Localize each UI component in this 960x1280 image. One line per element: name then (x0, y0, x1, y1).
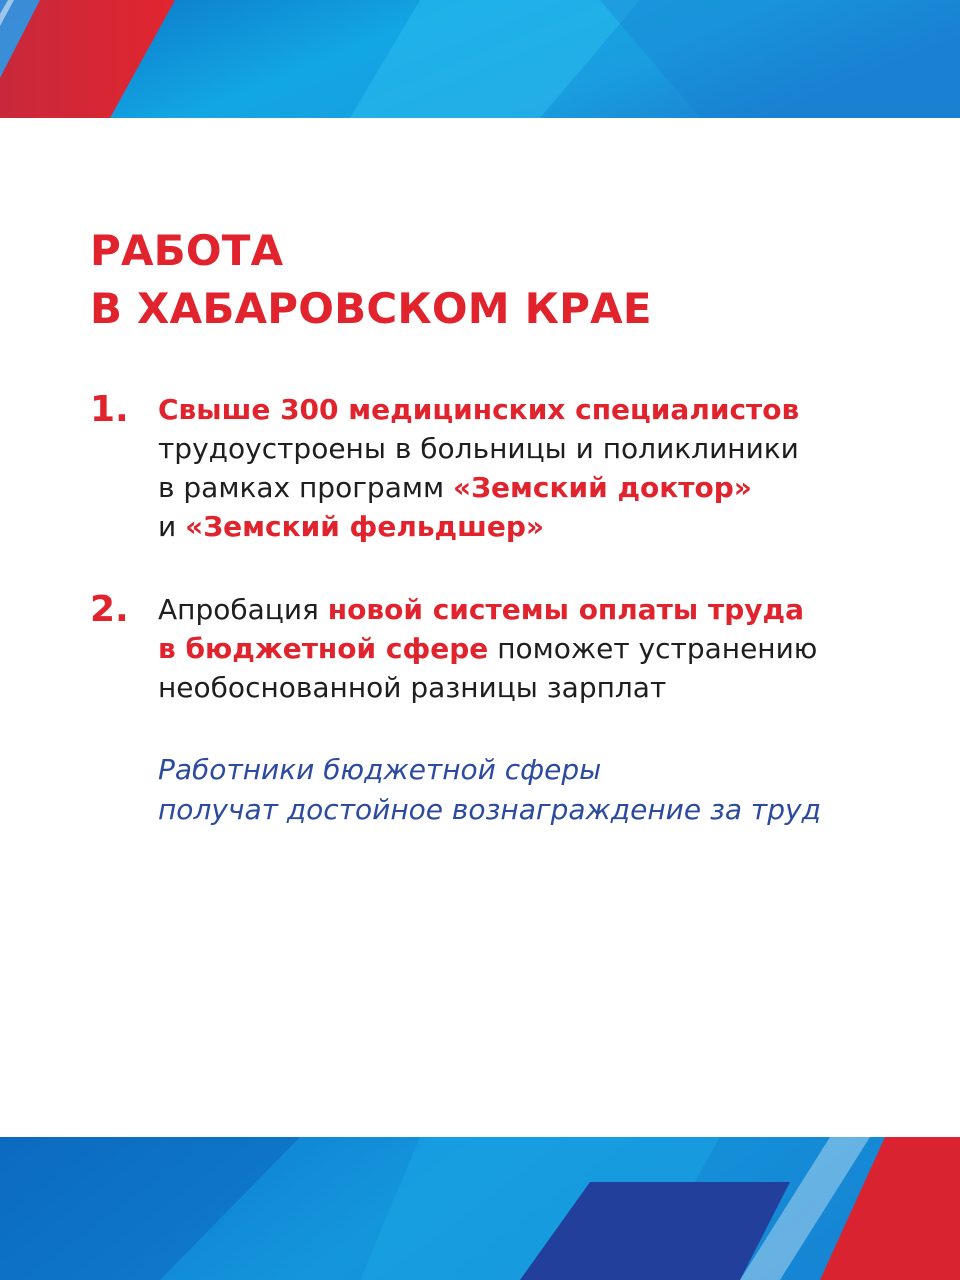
list-item-number: 2. (90, 589, 129, 630)
page-title-line-2: В ХАБАРОВСКОМ КРАЕ (90, 284, 652, 333)
item-1-line-4 (158, 507, 948, 546)
item-1-line-2: трудоустроены в больницы и поликлиники (158, 432, 799, 465)
page-title-line-1: РАБОТА (90, 226, 284, 275)
list-item-number: 1. (90, 389, 129, 430)
list-item-text (158, 390, 948, 546)
item-2-line-1 (158, 590, 948, 629)
item-2-line-2-suffix: поможет устранению (488, 632, 818, 665)
zemsky-feldsher-program: «Земский фельдшер» (185, 510, 545, 543)
zemsky-doctor-program: «Земский доктор» (453, 471, 752, 504)
bottom-decor-shapes (0, 1137, 960, 1280)
item-1-line-3-prefix: в рамках программ (158, 471, 453, 504)
top-decor-shapes (0, 0, 960, 118)
item-1-line-3 (158, 468, 948, 507)
item-2-line-2 (158, 629, 948, 668)
summary-note-line-2: получат достойное вознаграждение за труд (158, 793, 821, 826)
item-2-line-2-highlight: в бюджетной сфере (158, 632, 489, 665)
item-1-line-4-prefix: и (158, 510, 186, 543)
item-1-line-1: Свыше 300 медицинских специалистов (158, 393, 800, 426)
bottom-decor-band (0, 1137, 960, 1280)
summary-note-line-1: Работники бюджетной сферы (158, 753, 602, 786)
list-item-text (158, 590, 948, 707)
top-decor-band (0, 0, 960, 118)
item-2-line-1-prefix: Апробация (158, 593, 328, 626)
page-title (90, 222, 652, 338)
item-2-line-1-highlight: новой системы оплаты труда (327, 593, 805, 626)
item-2-line-3: необоснованной разницы зарплат (158, 671, 667, 704)
summary-note (158, 750, 948, 830)
